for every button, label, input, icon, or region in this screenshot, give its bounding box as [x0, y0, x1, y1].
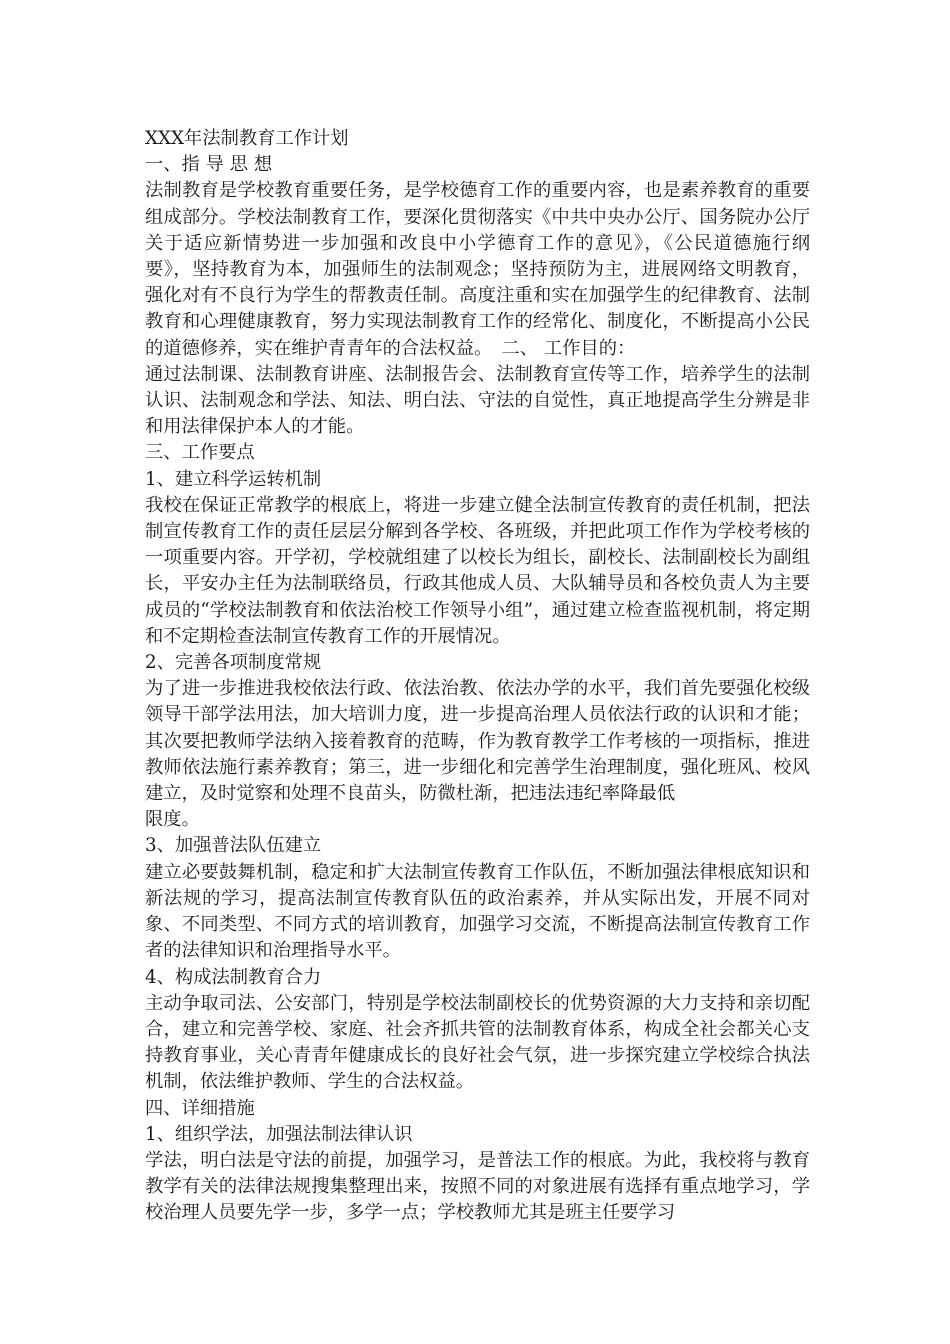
paragraph-work-goals: 通过法制课、法制教育讲座、法制报告会、法制教育宣传等工作，培养学生的法制认识、法制观念和学法、知法、明白法、守法的自觉性，真正地提高学生分辨是非和用法律保护本人的才能。	[145, 363, 810, 438]
paragraph-mechanism: 我校在保证正常教学的根底上，将进一步建立健全法制宣传教育的责任机制，把法制宣传教育工作的责任层层分解到各学校、各班级，并把此项工作作为学校考核的一项重要内容。开学初，学校就组建了以校长为组长，副校长、法制副校长为副组长，平安办主任为法制联络员，行政其他成人员、大队辅导员和各校负责人为主要成员的“学校法制教育和依法治校工作领导小组”，通过建立检查监视机制，将定期和不定期检查法制宣传教育工作的开展情况。	[145, 494, 810, 647]
subheading-mechanism: 1、建立科学运转机制	[145, 468, 322, 490]
document-title: XXX年法制教育工作计划	[145, 128, 349, 149]
paragraph-guiding-ideology: 法制教育是学校教育重要任务，是学校德育工作的重要内容，也是素养教育的重要组成部分。学校法制教育工作，要深化贯彻落实《中共中央办公厅、国务院办公厅关于适应新情势进一步加强和改良中小学德育工作的意见》，《公民道德施行纲要》，坚持教育为本，加强师生的法制观念；坚持预防为主，进展网络文明教育，强化对有不良行为学生的帮教责任制。高度注重和实在加强学生的纪律教育、法制教育和心理健康教育，努力实现法制教育工作的经常化、制度化，不断提高小公民的道德修养，实在维护青青年的合法权益。 二、 工作目的：	[145, 180, 810, 359]
paragraph-regulations: 为了进一步推进我校依法行政、依法治教、依法办学的水平，我们首先要强化校级领导干部学法用法，加大培训力度，进一步提高治理人员依法行政的认识和才能；其次要把教师学法纳入接着教育的范畴，作为教育教学工作考核的一项指标，推进教师依法施行素养教育；第三，进一步细化和完善学生治理制度，强化班风、校风建立，及时觉察和处理不良苗头，防微杜渐，把违法违纪率降最低	[145, 678, 810, 805]
section-heading-work-points: 三、工作要点	[145, 442, 255, 464]
subheading-regulations: 2、完善各项制度常规	[145, 652, 322, 674]
paragraph-organize-study: 学法，明白法是守法的前提，加强学习，是普法工作的根底。为此，我校将与教育教学有关的法律法规搜集整理出来，按照不同的对象进展有选择有重点地学习，学校治理人员要先学一步，多学一点；学校教师尤其是班主任要学习	[145, 1149, 810, 1224]
subheading-organize-study: 1、组织学法，加强法制法律认识	[145, 1123, 413, 1145]
section-heading-guiding-ideology: 一、指 导 思 想	[145, 154, 273, 176]
paragraph-regulations-end: 限度。	[145, 809, 200, 831]
paragraph-team-building: 建立必要鼓舞机制，稳定和扩大法制宣传教育工作队伍，不断加强法律根底知识和新法规的学习，提高法制宣传教育队伍的政治素养，并从实际出发，开展不同对象、不同类型、不同方式的培训教育，加强学习交流，不断提高法制宣传教育工作者的法律知识和治理指导水平。	[145, 861, 810, 962]
subheading-joint-force: 4、构成法制教育合力	[145, 966, 322, 988]
document-page	[145, 126, 810, 1227]
paragraph-joint-force: 主动争取司法、公安部门，特别是学校法制副校长的优势资源的大力支持和亲切配合，建立和完善学校、家庭、社会齐抓共管的法制教育体系，构成全社会都关心支持教育事业，关心青青年健康成长的良好社会气氛，进一步探究建立学校综合执法机制，依法维护教师、学生的合法权益。	[145, 992, 810, 1093]
section-heading-measures: 四、详细措施	[145, 1097, 255, 1119]
subheading-team-building: 3、加强普法队伍建立	[145, 835, 322, 857]
